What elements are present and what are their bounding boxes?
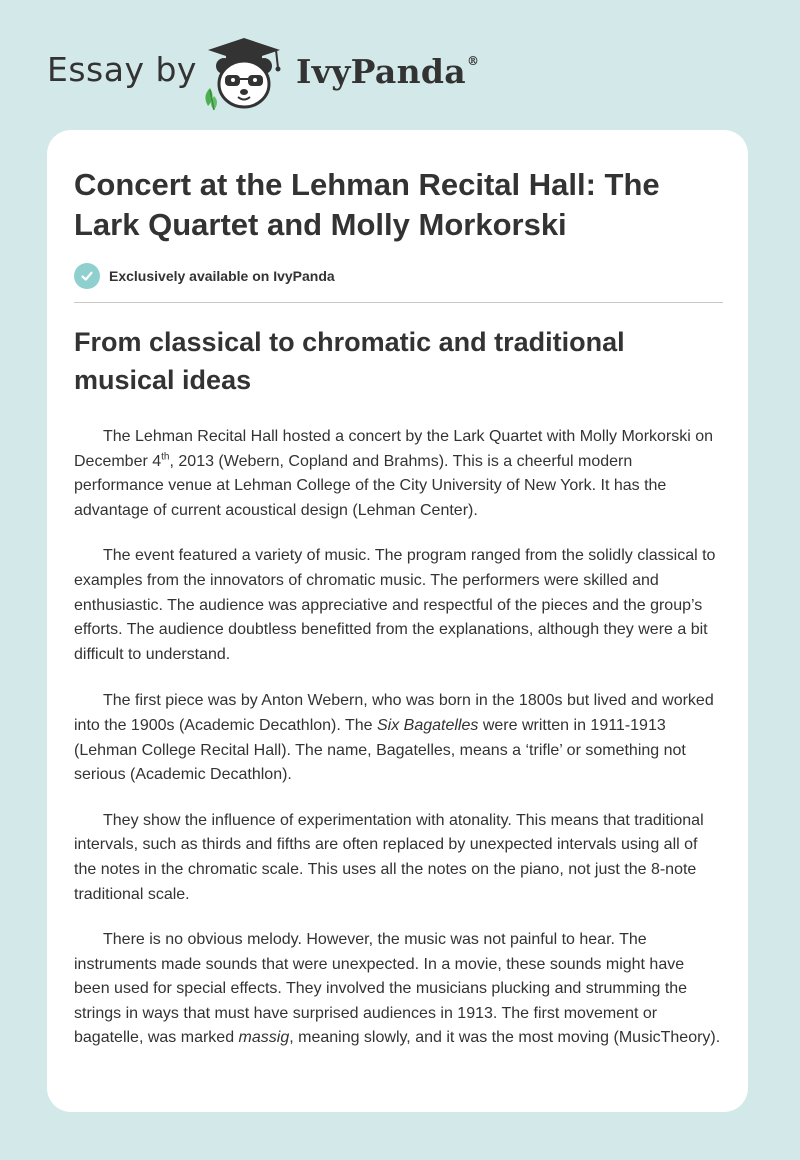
paragraph-5: There is no obvious melody. However, the music was not painful to hear. The instruments made sounds that were unexpected. In a movie, these sounds might have been used for special effects. They involved the musicians plucking and strumming the strings in ways that must have surprised audiences in 1913. The first movement or bagatelle, was marked massig, meaning slowly, and it was the most moving (MusicTheory). — [74, 931, 721, 1047]
divider — [74, 302, 723, 303]
page-header — [0, 0, 800, 130]
registered-mark: ® — [466, 54, 480, 68]
section-heading: From classical to chromatic and traditional musical ideas — [74, 327, 625, 395]
essay-card — [47, 130, 748, 1112]
page-title: Concert at the Lehman Recital Hall: The Lark Quartet and Molly Morkorski — [74, 167, 660, 242]
exclusive-badge — [74, 261, 335, 291]
essay-by-label: Essay by — [47, 50, 197, 89]
paragraph-4: They show the influence of experimentation with atonality. This means that traditional intervals, such as thirds and fifths are often replaced by unexpected intervals using all of the notes in the chromatic scale. This uses all the notes on the piano, not just the 8-note traditional scale. — [74, 811, 704, 903]
paragraph-1: The Lehman Recital Hall hosted a concert by the Lark Quartet with Molly Morkorski on December 4th, 2013 (Webern, Copland and Brahms). This is a cheerful modern performance venue at Lehman College of the City University of New York. It has the advantage of current acoustical design (Lehman Center). — [74, 428, 714, 519]
panda-logo-icon — [200, 36, 288, 112]
paragraph-3: The first piece was by Anton Webern, who was born in the 1800s but lived and worked into the 1900s (Academic Decathlon). The Six Bagatelles were written in 1911-1913 (Lehman College Recital Hall). The name, Bagatelles, means a ‘trifle’ or something not serious (Academic Decathlon). — [74, 692, 714, 784]
checkmark-icon — [74, 263, 100, 289]
article-body — [74, 425, 724, 1072]
brand-name[interactable]: IvyPanda® — [296, 52, 480, 91]
badge-label: Exclusively available on IvyPanda — [109, 268, 335, 284]
paragraph-2: The event featured a variety of music. The program ranged from the solidly classical to examples from the innovators of chromatic music. The performers were skilled and enthusiastic. The audience was appreciative and respectful of the pieces and the group’s efforts. The audience doubtless benefitted from the explanations, although they were a bit difficult to understand. — [74, 547, 716, 663]
